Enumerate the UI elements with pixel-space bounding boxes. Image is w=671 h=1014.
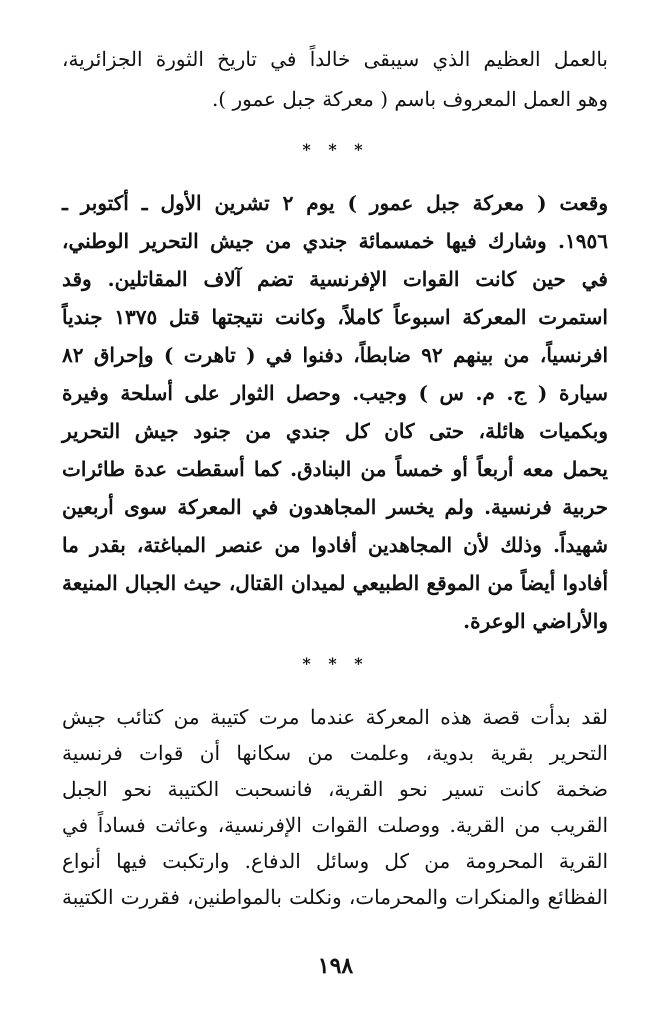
text-line: التحرير بقرية بدوية، وعلمت من سكانها أن قوات فرنسية <box>62 741 608 765</box>
text-line: القرية المحرومة من كل وسائل الدفاع. وارتكبت فيها أنواع <box>62 849 608 873</box>
text-line: أفادوا أيضاً من الموقع الطبيعي لميدان القتال، حيث الجبال المنيعة <box>62 571 608 595</box>
text-line: والأراضي الوعرة. <box>463 609 608 633</box>
text-line: وبكميات هائلة، حتى كان كل جندي من جنود جيش التحرير <box>62 419 608 443</box>
text-line: الفظائع والمنكرات والمحرمات، ونكلت بالمواطنين، فقررت الكتيبة <box>62 885 608 909</box>
text-line: في حين كانت القوات الإفرنسية تضم آلاف المقاتلين. وقد <box>62 267 608 291</box>
section-separator: * * * <box>302 140 369 159</box>
page-number: ١٩٨ <box>317 953 354 979</box>
text-line: استمرت المعركة اسبوعاً كاملاً، وكانت نتيجتها قتل ١٣٧٥ جندياً <box>62 305 608 329</box>
text-line: ١٩٥٦. وشارك فيها خمسمائة جندي من جيش التحرير الوطني، <box>62 229 608 253</box>
text-line: وهو العمل المعروف باسم ( معركة جبل عمور ). <box>211 87 608 111</box>
text-line: لقد بدأت قصة هذه المعركة عندما مرت كتيبة من كتائب جيش <box>62 705 608 729</box>
section-separator: * * * <box>302 654 369 673</box>
text-line: حربية فرنسية. ولم يخسر المجاهدون في المعركة سوى أربعين <box>62 495 608 519</box>
text-line: بالعمل العظيم الذي سيبقى خالداً في تاريخ الثورة الجزائرية، <box>62 47 608 71</box>
text-line: وقعت ( معركة جبل عمور ) يوم ٢ تشرين الأول ـ أكتوبر ـ <box>62 191 609 215</box>
text-line: شهيداً. وذلك لأن المجاهدين أفادوا من عنصر المباغتة، بقدر ما <box>62 533 608 557</box>
text-line: افرنسياً، من بينهم ٩٢ ضابطاً، دفنوا في ( تاهرت ) وإحراق ٨٢ <box>62 343 609 367</box>
text-line: سيارة ( ج. م. س ) وجيب. وحصل الثوار على أسلحة وفيرة <box>62 381 608 405</box>
text-line: القريب من القرية. ووصلت القوات الإفرنسية، وعاثت فساداً في <box>62 813 608 837</box>
text-line: ضخمة كانت تسير نحو القرية، فانسحبت الكتيبة نحو الجبل <box>62 777 608 801</box>
text-line: يحمل معه أربعاً أو خمساً من البنادق. كما أسقطت عدة طائرات <box>62 457 608 481</box>
